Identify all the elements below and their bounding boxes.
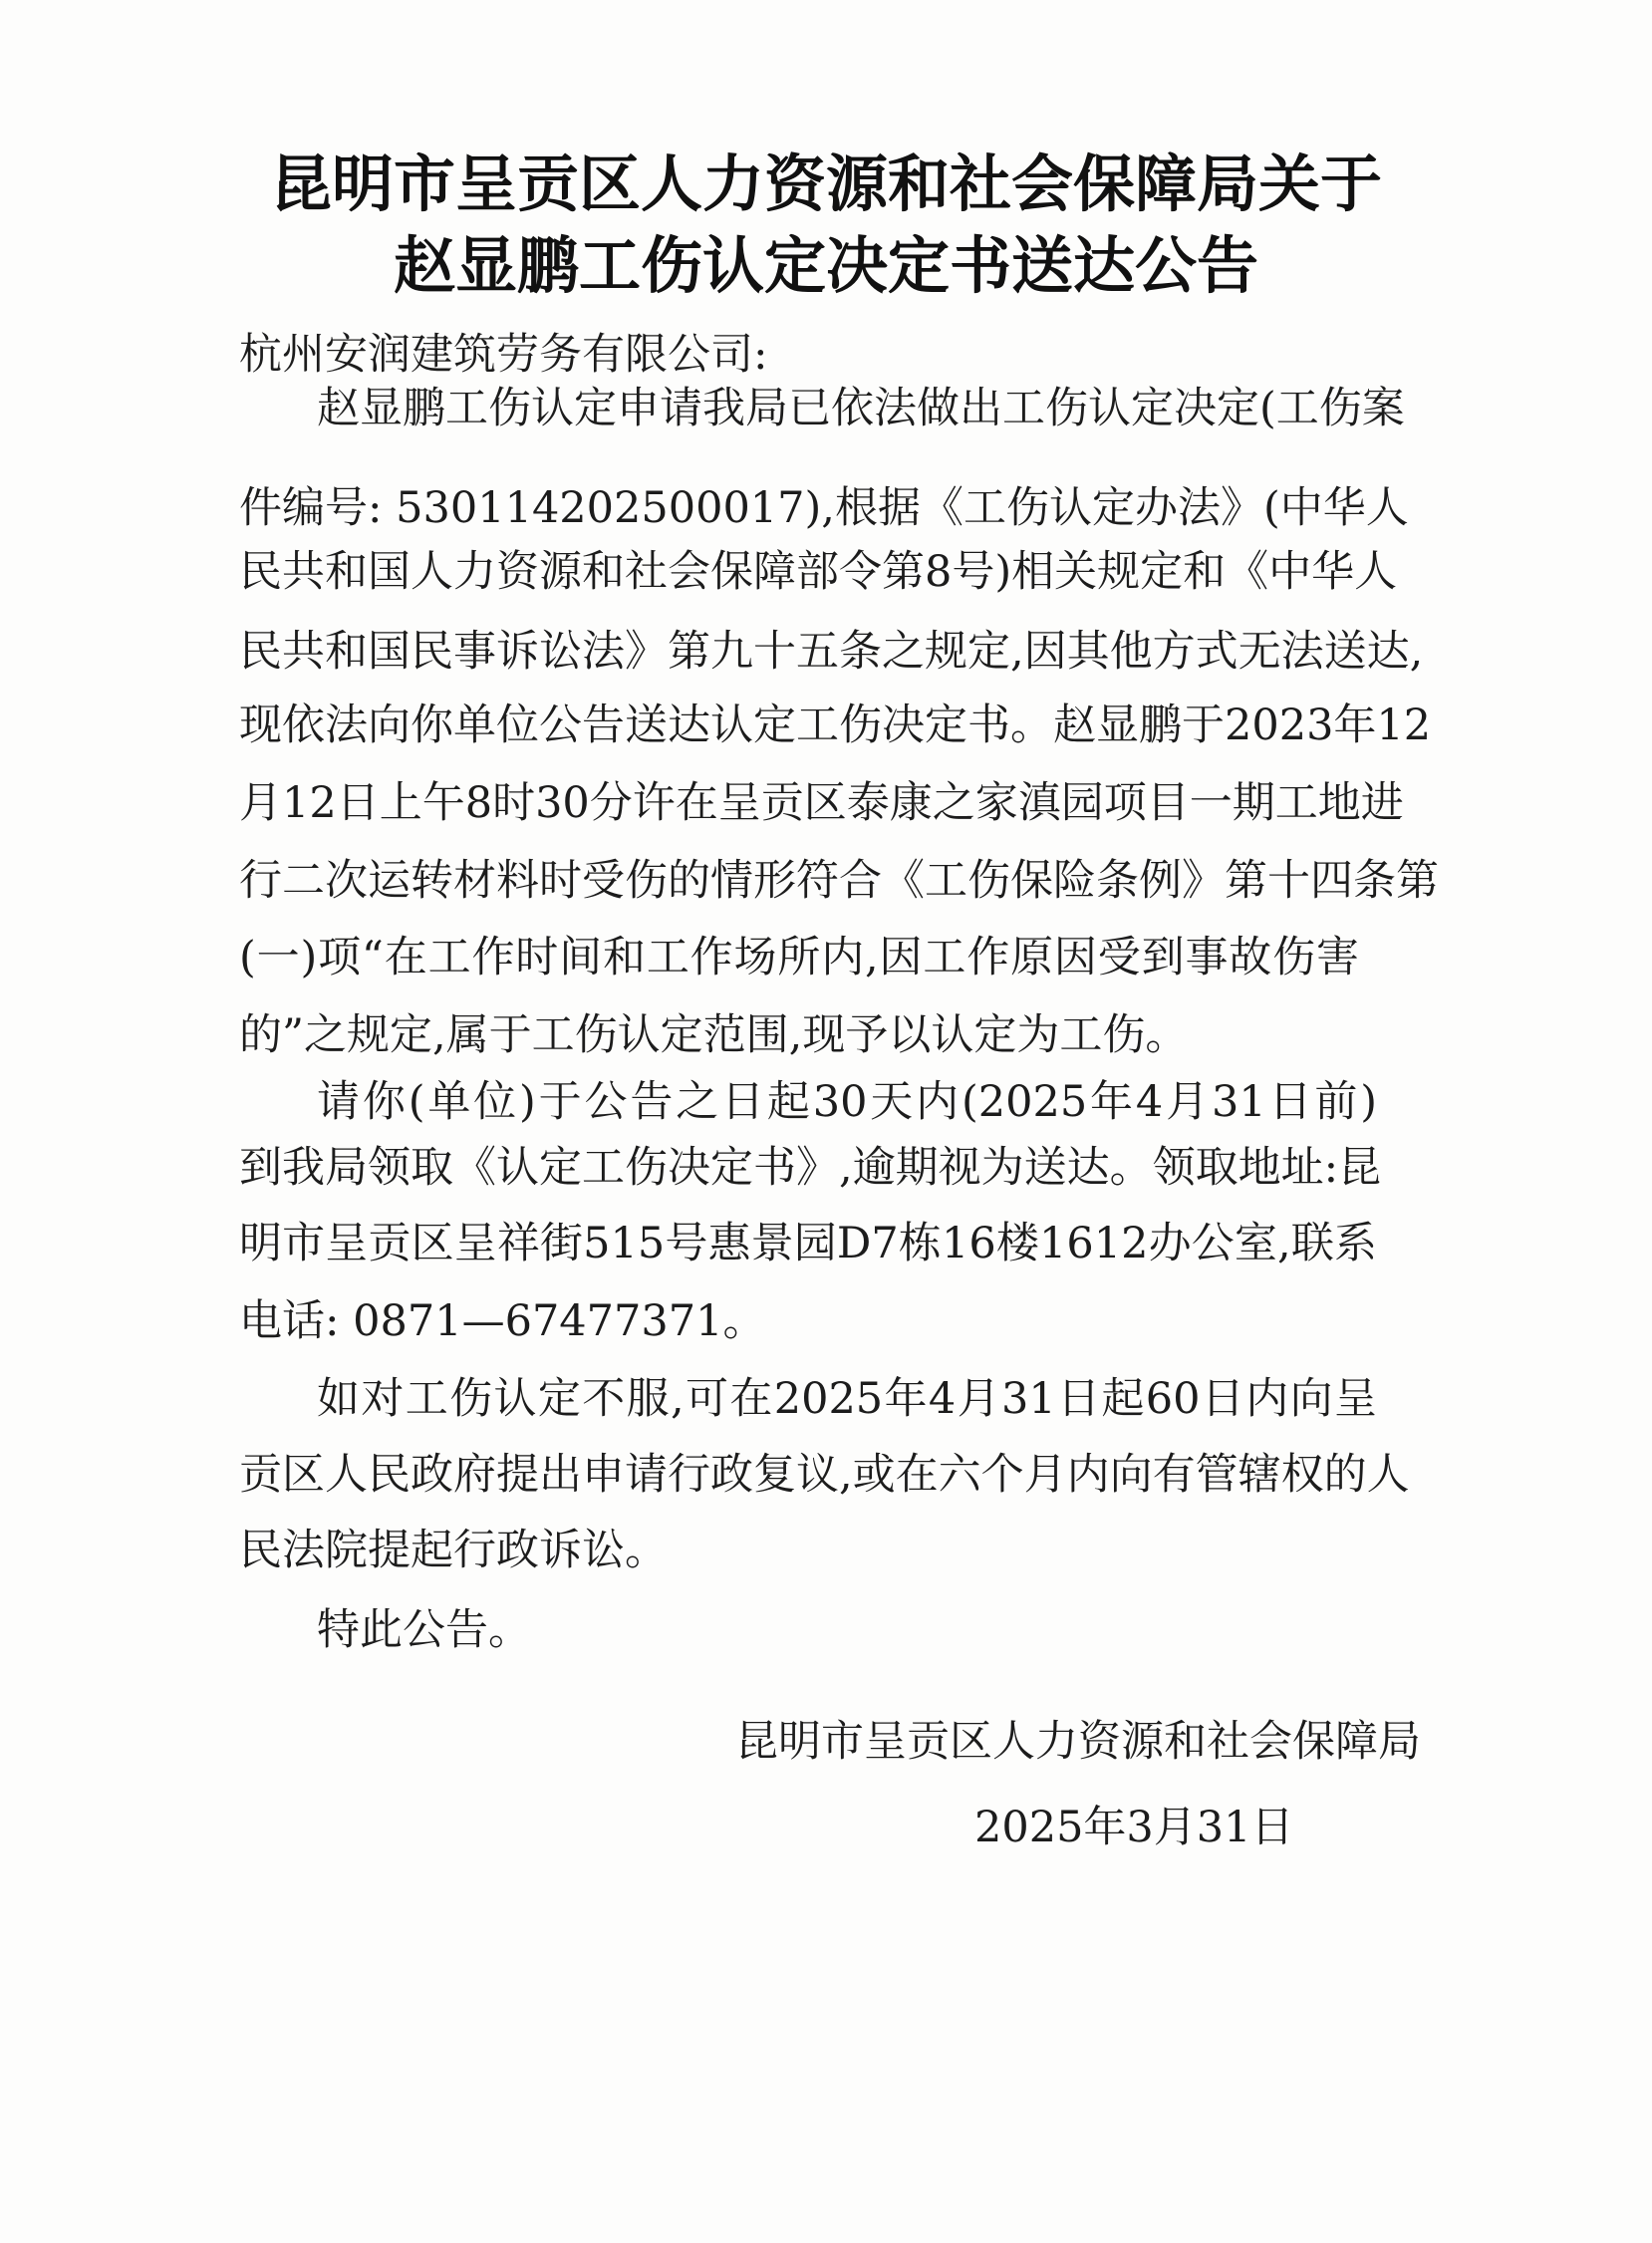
closing-statement: 特此公告。 [317,1605,531,1655]
signature-date: 2025年3月31日 [974,1803,1294,1852]
signature-organization: 昆明市呈贡区人力资源和社会保障局 [735,1717,1421,1767]
paragraph-line: 的”之规定,属于工伤认定范围,现予以认定为工伤。 [239,1010,1189,1060]
document-title-line-1: 昆明市呈贡区人力资源和社会保障局关于 [269,147,1382,220]
paragraph-line: 电话: 0871—67477371。 [239,1296,766,1346]
addressee: 杭州安润建筑劳务有限公司: [239,330,768,380]
paragraph-line: 赵显鹏工伤认定申请我局已依法做出工伤认定决定(工伤案 [317,384,1405,433]
paragraph-line: 到我局领取《认定工伤决定书》,逾期视为送达。领取地址:昆 [239,1143,1382,1193]
paragraph-line: 民共和国人力资源和社会保障部令第8号)相关规定和《中华人 [239,547,1398,597]
paragraph-line: 件编号: 530114202500017),根据《工伤认定办法》(中华人 [239,483,1409,533]
paragraph-line: 民法院提起行政诉讼。 [239,1526,668,1575]
paragraph-line: 现依法向你单位公告送达认定工伤决定书。赵显鹏于2023年12 [239,701,1432,750]
paragraph-line: 如对工伤认定不服,可在2025年4月31日起60日内向呈 [317,1374,1377,1424]
document-title-line-2: 赵显鹏工伤认定决定书送达公告 [393,229,1258,302]
paragraph-line: (一)项“在工作时间和工作场所内,因工作原因受到事故伤害 [239,933,1359,982]
paragraph-line: 行二次运转材料时受伤的情形符合《工伤保险条例》第十四条第 [239,856,1439,906]
paragraph-line: 明市呈贡区呈祥街515号惠景园D7栋16楼1612办公室,联系 [239,1219,1377,1268]
paragraph-line: 月12日上午8时30分许在呈贡区泰康之家滇园项目一期工地进 [239,778,1404,828]
paragraph-line: 请你(单位)于公告之日起30天内(2025年4月31日前) [317,1077,1377,1127]
paragraph-line: 民共和国民事诉讼法》第九十五条之规定,因其他方式无法送达, [239,627,1424,677]
paragraph-line: 贡区人民政府提出申请行政复议,或在六个月内向有管辖权的人 [239,1450,1410,1500]
